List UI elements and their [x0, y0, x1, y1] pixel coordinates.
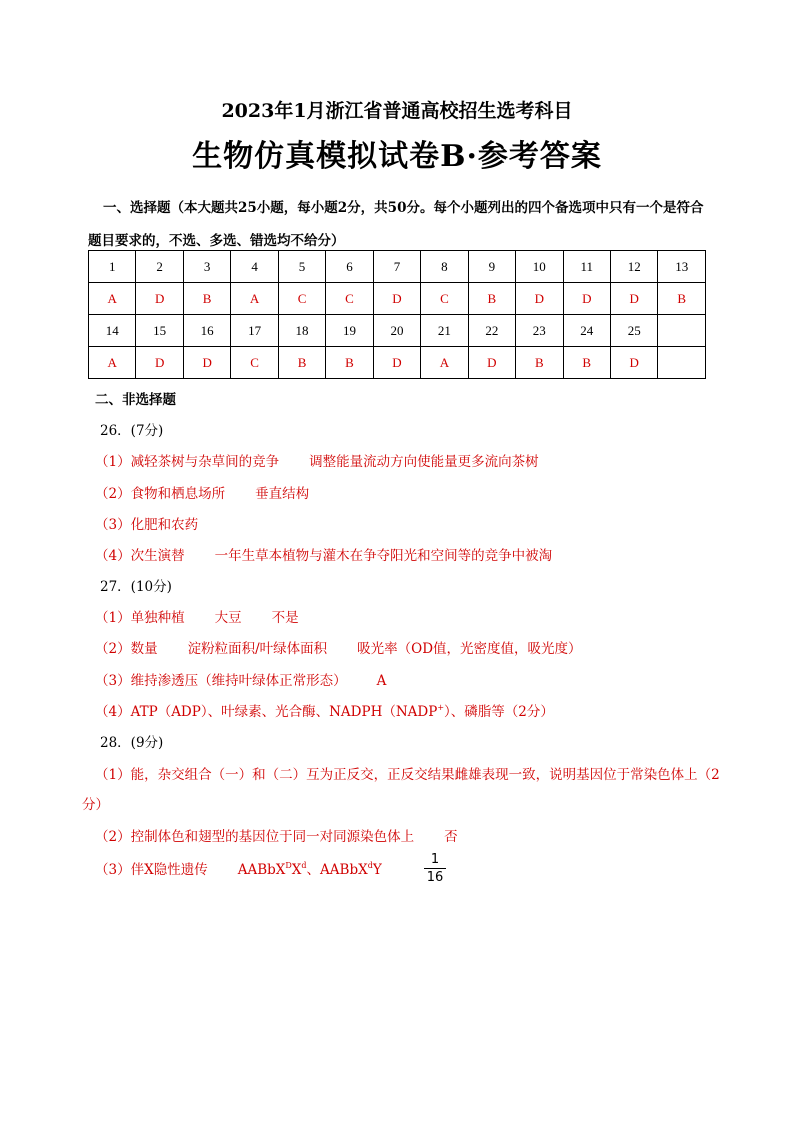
question-number-cell: 9 [468, 251, 515, 283]
q27-answer-1 [95, 606, 299, 626]
answer-cell: B [326, 347, 373, 379]
question-number-cell: 7 [373, 251, 420, 283]
section1-heading: 一、选择题（本大题共25小题，每小题2分，共50分。每个小题列出的四个备选项中只有一个是符合题目要求的，不选、多选、错选均不给分） [88, 200, 704, 249]
q27-title: 27．(10分) [100, 579, 172, 595]
question-number-cell: 11 [563, 251, 610, 283]
answer-cell: C [231, 347, 278, 379]
answer-text: （4）ATP（ADP）、叶绿素、光合酶、NADPH（NADP [95, 704, 438, 720]
table-row-numbers-2 [89, 315, 706, 347]
question-number-cell: 21 [421, 315, 468, 347]
answer-cell: D [516, 283, 563, 315]
question-number-cell: 19 [326, 315, 373, 347]
answer-table [88, 250, 706, 379]
genotype-1 [238, 862, 307, 878]
answer-cell: A [231, 283, 278, 315]
answer-text: （1）单独种植 [95, 610, 185, 626]
answer-text: （2）食物和栖息场所 [95, 486, 226, 502]
section2-heading: 二、非选择题 [95, 392, 176, 408]
answer-cell: B [563, 347, 610, 379]
table-row-answers-2 [89, 347, 706, 379]
answer-text: A [376, 673, 387, 689]
answer-text: （2）数量 [95, 641, 158, 657]
superscript: + [437, 703, 445, 712]
genotype-text: X [291, 862, 302, 878]
answer-cell: D [183, 347, 230, 379]
question-number-cell: 5 [278, 251, 325, 283]
answer-key-title: 生物仿真模拟试卷B·参考答案 [192, 139, 602, 174]
q27-answer-3 [95, 669, 386, 689]
answer-cell: D [136, 283, 183, 315]
fraction-denominator: 16 [426, 870, 444, 885]
answer-text: 否 [444, 829, 458, 845]
answer-text: （2）控制体色和翅型的基因位于同一对同源染色体上 [95, 829, 415, 845]
superscript: d [301, 861, 307, 870]
answer-cell [658, 347, 706, 379]
question-number-cell: 17 [231, 315, 278, 347]
q26-answer-4 [95, 544, 552, 564]
answer-cell: D [373, 283, 420, 315]
question-number-cell: 15 [136, 315, 183, 347]
answer-cell: A [89, 283, 136, 315]
answer-text: 吸光率（OD值，光密度值，吸光度） [357, 641, 582, 657]
answer-text: （3）伴X隐性遗传 [95, 862, 208, 878]
answer-cell: C [278, 283, 325, 315]
question-number-cell: 12 [610, 251, 657, 283]
answer-cell: A [421, 347, 468, 379]
q28-answer-1-line2: 分） [82, 797, 109, 813]
exam-title: 2023年1月浙江省普通高校招生选考科目 [221, 100, 573, 122]
answer-text: 大豆 [214, 610, 242, 626]
question-number-cell: 18 [278, 315, 325, 347]
answer-text: 垂直结构 [255, 486, 310, 502]
q28-answer-2 [95, 825, 458, 845]
superscript: d [367, 861, 373, 870]
answer-cell: A [89, 347, 136, 379]
answer-cell: B [516, 347, 563, 379]
question-number-cell: 14 [89, 315, 136, 347]
superscript: D [285, 861, 292, 870]
q28-answer-1-line1: （1）能，杂交组合（一）和（二）互为正反交，正反交结果雌雄表现一致，说明基因位于常染色体上（2 [95, 767, 720, 783]
q28-answer-3 [95, 858, 382, 878]
fraction-numerator: 1 [430, 852, 440, 867]
answer-cell: B [183, 283, 230, 315]
answer-cell: D [468, 347, 515, 379]
question-number-cell: 8 [421, 251, 468, 283]
answer-cell: D [610, 347, 657, 379]
answer-text: 一年生草本植物与灌木在争夺阳光和空间等的竞争中被淘 [214, 548, 553, 564]
question-number-cell: 3 [183, 251, 230, 283]
question-number-cell: 2 [136, 251, 183, 283]
answer-text: （4）次生演替 [95, 548, 185, 564]
answer-cell: B [468, 283, 515, 315]
question-number-cell: 13 [658, 251, 706, 283]
q26-answer-1 [95, 450, 539, 470]
answer-cell: D [563, 283, 610, 315]
answer-cell: D [136, 347, 183, 379]
answer-text: 淀粉粒面积/叶绿体面积 [187, 641, 328, 657]
q27-answer-4 [95, 700, 554, 720]
genotype-text: AABbX [320, 862, 368, 878]
question-number-cell: 1 [89, 251, 136, 283]
question-number-cell: 4 [231, 251, 278, 283]
answer-cell: C [326, 283, 373, 315]
answer-text: 不是 [271, 610, 299, 626]
answer-cell: D [610, 283, 657, 315]
answer-text: （1）减轻茶树与杂草间的竞争 [95, 454, 280, 470]
question-number-cell: 25 [610, 315, 657, 347]
separator: 、 [306, 862, 321, 878]
answer-cell: B [278, 347, 325, 379]
table-row-answers-1 [89, 283, 706, 315]
question-number-cell: 23 [516, 315, 563, 347]
q28-title: 28．(9分) [100, 735, 164, 751]
answer-cell: B [658, 283, 706, 315]
answer-text: 调整能量流动方向使能量更多流向茶树 [309, 454, 539, 470]
answer-text: ）、磷脂等（2分） [444, 704, 554, 720]
q27-answer-2 [95, 637, 582, 657]
genotype-text: Y [372, 862, 382, 878]
question-number-cell: 6 [326, 251, 373, 283]
question-number-cell: 22 [468, 315, 515, 347]
answer-cell: C [421, 283, 468, 315]
q26-title: 26．(7分) [100, 423, 164, 439]
answer-cell: D [373, 347, 420, 379]
question-number-cell: 16 [183, 315, 230, 347]
table-row-numbers-1 [89, 251, 706, 283]
probability-fraction [424, 852, 446, 885]
question-number-cell: 24 [563, 315, 610, 347]
genotype-text: AABbX [237, 862, 286, 878]
fraction-bar [424, 868, 446, 869]
q26-answer-2 [95, 482, 309, 502]
answer-text: （3）维持渗透压（维持叶绿体正常形态） [95, 673, 347, 689]
question-number-cell: 10 [516, 251, 563, 283]
q26-answer-3: （3）化肥和农药 [95, 517, 199, 533]
question-number-cell: 20 [373, 315, 420, 347]
question-number-cell [658, 315, 706, 347]
genotype-2 [320, 862, 382, 878]
